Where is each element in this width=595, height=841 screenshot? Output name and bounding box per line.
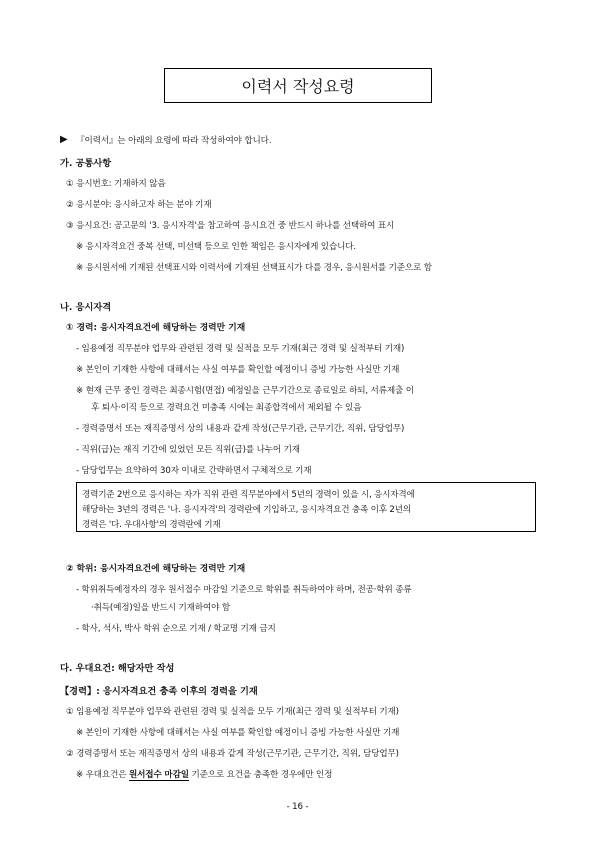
- note-box-line-2: 해당하는 3년의 경력은 '나. 응시자격'의 경력란에 기입하고, 응시자격요건 충족 이후 2년의: [82, 505, 411, 515]
- career-subheading: ① 경력: 응시자격요건에 해당하는 경력만 기재: [66, 323, 246, 333]
- arrow-icon: ▶: [60, 134, 68, 145]
- degree-line-2: ·취득(예정)일을 반드시 기재하여야 함: [91, 603, 231, 613]
- preferred-final-note: [76, 768, 332, 780]
- section-c-heading: 다. 우대요건: 해당자만 작성: [60, 663, 175, 674]
- preferred-line-1: ① 임용예정 직무분야 업무와 관련된 경력 및 실적을 모두 기재(최근 경력 및 실적부터 기재): [66, 707, 399, 717]
- section-b-heading: 나. 응시자격: [60, 302, 112, 313]
- note-box-line-3: 경력은 '다. 우대사항'의 경력란에 기재: [82, 520, 221, 530]
- final-note-emphasis: 원서접수 마감일: [128, 770, 189, 780]
- section-a-item-1: ① 응시번호: 기재하지 않음: [66, 179, 166, 189]
- degree-line-3: - 학사, 석사, 박사 학위 순으로 기재 / 학교명 기재 금지: [76, 624, 276, 634]
- page-title: 이력서 작성요령: [164, 68, 432, 103]
- section-a-note-2: ※ 응시원서에 기재된 선택표시와 이력서에 기재된 선택표시가 다를 경우, 응시원서를 기준으로 함: [76, 263, 432, 273]
- preferred-line-2: ※ 본인이 기재한 사항에 대해서는 사실 여부를 확인할 예정이니 증빙 가능한 사실만 기재: [76, 728, 400, 738]
- career-line-2: ※ 본인이 기재한 사항에 대해서는 사실 여부를 확인할 예정이니 증빙 가능한 사실만 기재: [76, 365, 400, 375]
- example-note-box: [76, 482, 536, 532]
- final-note-before: ※ 우대요건은: [76, 770, 129, 780]
- section-a-heading: 가. 공통사항: [60, 158, 112, 169]
- career-line-1: - 임용예정 직무분야 업무와 관련된 경력 및 실적을 모두 기재(최근 경력 및 실적부터 기재): [76, 344, 405, 354]
- section-a-item-2: ② 응시분야: 응시하고자 하는 분야 기재: [66, 200, 212, 210]
- note-box-line-1: 경력기준 2번으로 응시하는 자가 직위 관련 직무분야에서 5년의 경력이 있을 시, 응시자격에: [82, 490, 415, 500]
- page-number: - 16 -: [286, 802, 309, 812]
- section-a-item-3: ③ 응시요건: 공고문의 '3. 응시자격'을 참고하여 응시요건 중 반드시 하나를 선택하여 표시: [66, 221, 395, 231]
- career-line-6: - 직위(급)는 재직 기간에 있었던 모든 직위(급)를 나누어 기재: [76, 445, 300, 455]
- preferred-line-3: ② 경력증명서 또는 재직증명서 상의 내용과 같게 작성(근무기관, 근무기간, 직위, 담당업무): [66, 749, 399, 759]
- career-line-4: 후 퇴사·이직 등으로 경력요건 미충족 시에는 최종합격에서 제외될 수 있음: [91, 403, 362, 413]
- career-line-7: - 담당업무는 요약하여 30자 이내로 간략하면서 구체적으로 기재: [76, 466, 312, 476]
- degree-line-1: - 학위취득예정자의 경우 원서접수 마감일 기준으로 학위를 취득하여야 하며, 전공·학위 종류: [76, 585, 412, 595]
- intro-text: 『이력서』는 아래의 요령에 따라 작성하여야 합니다.: [76, 136, 272, 146]
- final-note-after: 기준으로 요건을 충족한 경우에만 인정: [188, 770, 333, 780]
- section-a-note-1: ※ 응시자격요건 중복 선택, 미선택 등으로 인한 책임은 응시자에게 있습니다.: [76, 242, 356, 252]
- career-line-5: - 경력증명서 또는 재직증명서 상의 내용과 같게 작성(근무기관, 근무기간, 직위, 담당업무): [76, 424, 405, 434]
- preferred-career-heading: 【경력】: 응시자격요건 충족 이후의 경력을 기재: [60, 686, 258, 697]
- career-line-3: ※ 현재 근무 중인 경력은 최종시험(면접) 예정일을 근무기간으로 종료일로 하되, 서류제출 이: [76, 386, 414, 396]
- degree-subheading: ② 학위: 응시자격요건에 해당하는 경력만 기재: [66, 564, 246, 574]
